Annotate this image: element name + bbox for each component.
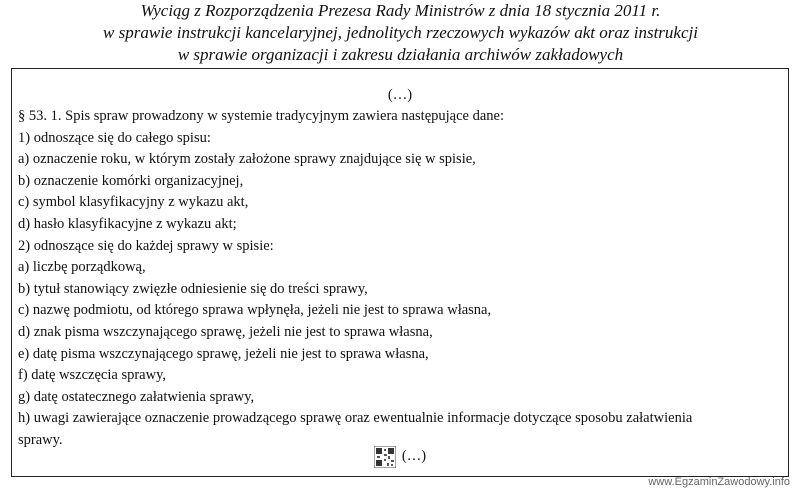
text-line: f) datę wszczęcia sprawy, <box>18 367 167 384</box>
qr-code-icon <box>374 446 396 468</box>
ellipsis-top: (…) <box>387 87 413 103</box>
text-line: e) datę pisma wszczynającego sprawę, jeżeli nie jest to sprawa własna, <box>18 345 429 362</box>
text-line: 2) odnoszące się do każdej sprawy w spisie: <box>18 237 274 254</box>
text-line: g) datę ostatecznego załatwienia sprawy, <box>18 388 255 405</box>
text-line: d) hasło klasyfikacyjne z wykazu akt; <box>18 215 237 232</box>
site-watermark: www.EgzaminZawodowy.info <box>648 476 790 488</box>
header-line-3: w sprawie organizacji i zakresu działania archiwów zakładowych <box>177 45 624 64</box>
document-header <box>0 0 801 66</box>
text-line: 1) odnoszące się do całego spisu: <box>18 129 211 146</box>
text-line: a) oznaczenie roku, w którym zostały założone sprawy znajdujące się w spisie, <box>18 151 476 168</box>
text-line: d) znak pisma wszczynającego sprawę, jeżeli nie jest to sprawa własna, <box>18 323 433 340</box>
regulation-content <box>18 106 782 452</box>
text-line: a) liczbę porządkową, <box>18 259 146 276</box>
text-line: § 53. 1. Spis spraw prowadzony w systemie tradycyjnym zawiera następujące dane: <box>18 108 505 124</box>
text-line: b) oznaczenie komórki organizacyjnej, <box>18 172 244 189</box>
header-line-1: Wyciąg z Rozporządzenia Prezesa Rady Ministrów z dnia 18 stycznia 2011 r. <box>140 1 661 20</box>
ellipsis-bottom: (…) <box>401 448 427 464</box>
text-line: c) symbol klasyfikacyjny z wykazu akt, <box>18 194 249 211</box>
text-line: b) tytuł stanowiący zwięzłe odniesienie się do treści sprawy, <box>18 280 368 297</box>
box-footer <box>12 444 788 468</box>
regulation-excerpt-box <box>11 68 789 477</box>
text-line: h) uwagi zawierające oznaczenie prowadzącego sprawę oraz ewentualnie informacje dotyczące sposobu załatwienia <box>18 410 693 427</box>
text-line: c) nazwę podmiotu, od którego sprawa wpłynęła, jeżeli nie jest to sprawa własna, <box>18 302 492 319</box>
header-line-2: w sprawie instrukcji kancelaryjnej, jednolitych rzeczowych wykazów akt oraz instrukcji <box>103 23 698 42</box>
text-line: sprawy. <box>18 431 63 448</box>
